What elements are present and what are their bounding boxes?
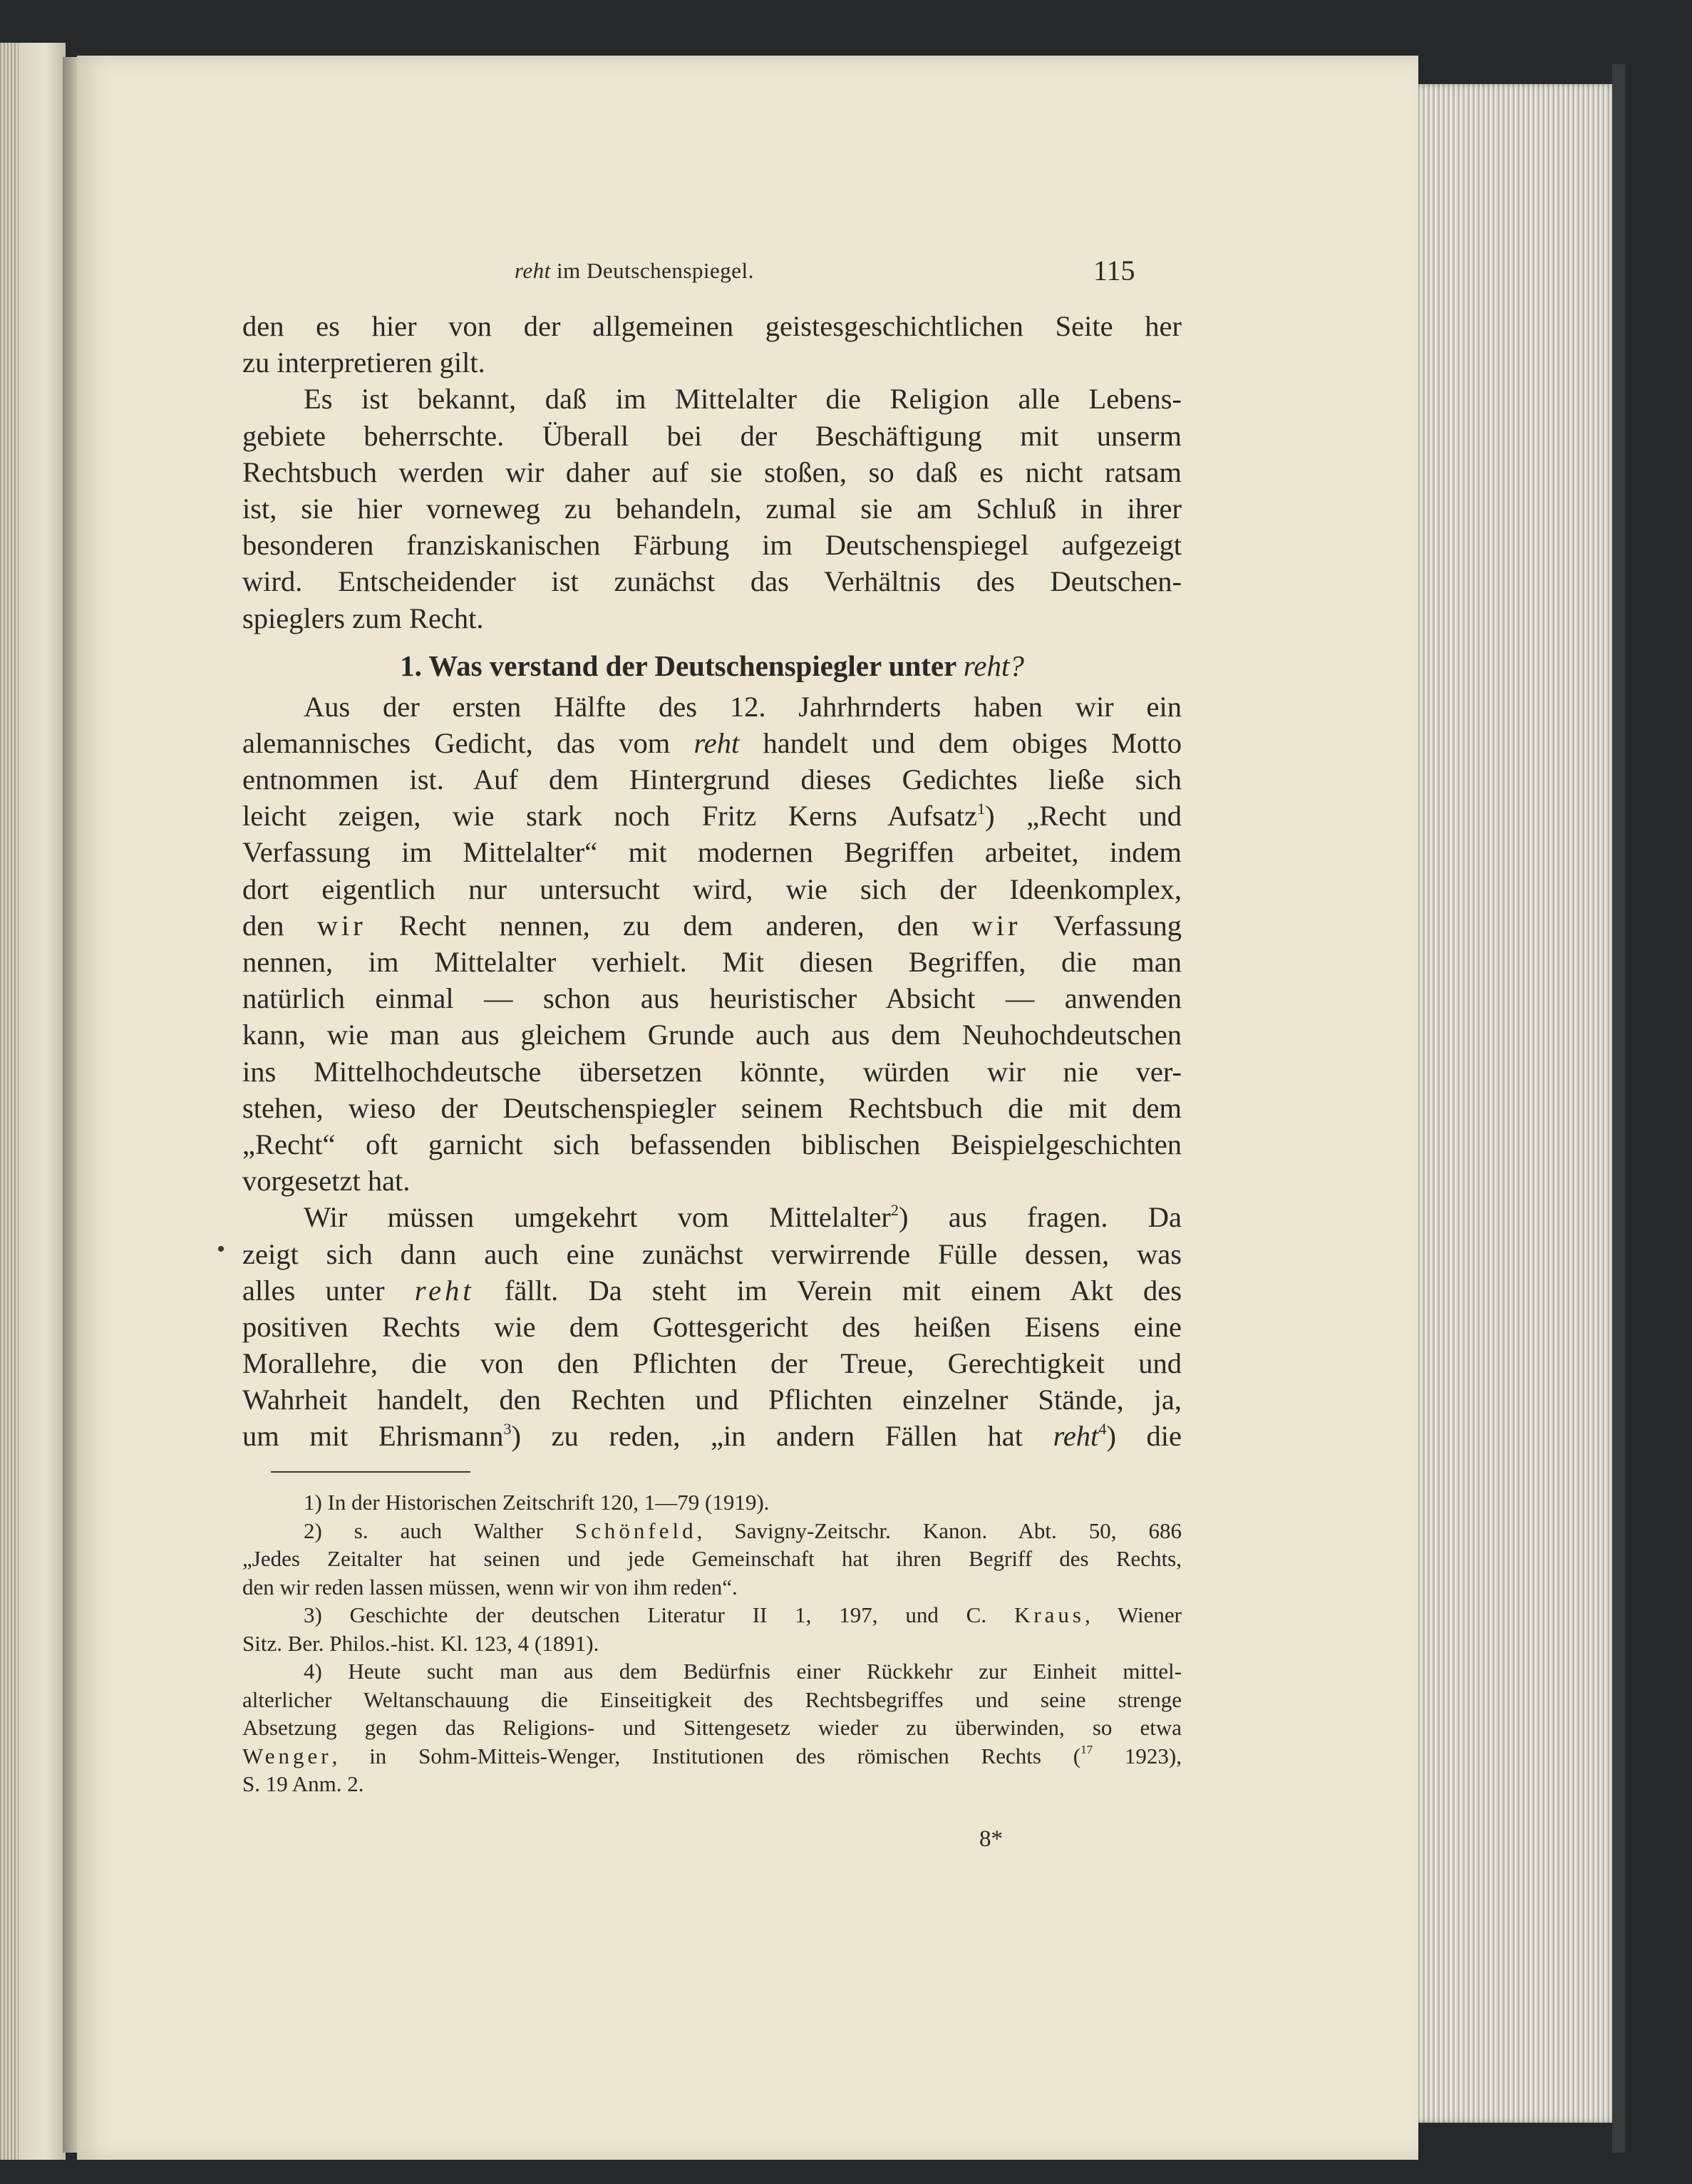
spaced-run: wir xyxy=(316,909,366,942)
page-fore-edge xyxy=(1418,84,1618,2123)
footnote-line: „Jedes Zeitalter hat seinen und jede Gemeinschaft hat ihren Begriff des Rechts, xyxy=(242,1546,1182,1571)
text-line: natürlich einmal — schon aus heuristischer Absicht — anwenden xyxy=(242,982,1182,1015)
text-run: Verfassung xyxy=(1021,909,1182,942)
text-run: alles unter xyxy=(242,1274,415,1307)
footnote-ref: 1 xyxy=(976,799,986,818)
text-run: den xyxy=(242,909,317,942)
text-line xyxy=(242,1199,1182,1235)
footnote-line: Absetzung gegen das Religions- und Sittengesetz wieder zu überwinden, so etwa xyxy=(242,1715,1182,1740)
text-line: besonderen franziskanischen Färbung im Deutschenspiegel aufgezeigt xyxy=(242,529,1182,562)
spaced-run: Kraus xyxy=(1013,1602,1085,1627)
text-line xyxy=(242,798,1182,834)
text-run: 3) Geschichte der deutschen Literatur II 1, 197, und C. xyxy=(304,1602,1014,1627)
text-line xyxy=(242,725,1182,761)
text-line: spieglers zum Recht. xyxy=(242,602,484,634)
body-text xyxy=(242,308,1182,1455)
section-heading xyxy=(242,644,1182,689)
section-heading-italic: reht? xyxy=(963,649,1024,682)
running-header xyxy=(515,258,942,284)
book-cover-edge xyxy=(1612,64,1625,2153)
left-page-stack xyxy=(0,43,19,2160)
text-run: um mit Ehrismann xyxy=(242,1420,504,1453)
footnote-line xyxy=(242,1742,1182,1771)
footnote-line: 4) Heute sucht man aus dem Bedürfnis einer Rückkehr zur Einheit mittel- xyxy=(304,1659,1182,1684)
text-line: den es hier von der allgemeinen geistesgeschichtlichen Seite her xyxy=(242,310,1182,342)
footnote-ref: 4 xyxy=(1098,1419,1107,1438)
text-run: Wir müssen umgekehrt vom Mittelalter xyxy=(304,1201,891,1234)
text-line: dort eigentlich nur untersucht wird, wie sich der Ideenkomplex, xyxy=(242,872,1182,905)
text-line: positiven Rechts wie dem Gottesgericht des heißen Eisens eine xyxy=(242,1310,1182,1343)
text-line xyxy=(242,1418,1182,1454)
text-line: Rechtsbuch werden wir daher auf sie stoßen, so daß es nicht ratsam xyxy=(242,455,1182,488)
text-line: gebiete beherrschte. Überall bei der Beschäftigung mit unserm xyxy=(242,419,1182,452)
text-line: ins Mittelhochdeutsche übersetzen könnte, würden wir nie ver- xyxy=(242,1055,1182,1088)
text-run: 2) s. auch Walther xyxy=(304,1518,575,1543)
edition-superscript: 17 xyxy=(1080,1743,1093,1757)
section-heading-text: 1. Was verstand der Deutschenspiegler unter xyxy=(400,649,964,682)
text-line: stehen, wieso der Deutschenspiegler seinem Rechtsbuch die mit dem xyxy=(242,1091,1182,1124)
footnote-line: S. 19 Anm. 2. xyxy=(242,1771,364,1796)
text-run: handelt und dem obiges Motto xyxy=(739,726,1182,759)
footnote-line xyxy=(242,1601,1182,1629)
text-run: ) „Recht und xyxy=(985,800,1182,833)
text-run: ) zu reden, „in andern Fällen hat xyxy=(511,1420,1053,1453)
text-run: alemannisches Gedicht, das vom xyxy=(242,726,694,759)
text-line: Wahrheit handelt, den Rechten und Pflichten einzelner Stände, ja, xyxy=(242,1384,1182,1416)
text-line: Morallehre, die von den Pflichten der Treue, Gerechtigkeit und xyxy=(242,1347,1182,1380)
text-line: wird. Entscheidender ist zunächst das Verhältnis des Deutschen- xyxy=(242,565,1182,598)
text-line: Aus der ersten Hälfte des 12. Jahrhrnderts haben wir ein xyxy=(304,690,1182,723)
footnote-line: den wir reden lassen müssen, wenn wir von ihm reden“. xyxy=(242,1574,738,1600)
margin-dot xyxy=(218,1246,224,1252)
spaced-run: wir xyxy=(971,909,1021,942)
text-line: ist, sie hier vorneweg zu behandeln, zumal sie am Schluß in ihrer xyxy=(242,492,1182,525)
section-gap xyxy=(242,637,1182,644)
page-number: 115 xyxy=(1093,254,1135,287)
footnote-line xyxy=(242,1517,1182,1545)
text-line: zu interpretieren gilt. xyxy=(242,346,485,379)
printer-signature: 8* xyxy=(979,1826,1003,1852)
italic-run: reht xyxy=(1053,1420,1099,1453)
text-line xyxy=(242,907,1182,944)
footnote-ref: 2 xyxy=(890,1200,899,1219)
text-run: Recht nennen, zu dem anderen, den xyxy=(366,909,972,942)
running-header-italic: reht xyxy=(515,258,551,283)
text-line: Es ist bekannt, daß im Mittelalter die Religion alle Lebens- xyxy=(304,383,1182,416)
footnotes xyxy=(242,1488,1182,1798)
footnote-line: Sitz. Ber. Philos.-hist. Kl. 123, 4 (1891). xyxy=(242,1630,599,1656)
text-run: , Savigny-Zeitschr. Kanon. Abt. 50, 686 xyxy=(696,1518,1182,1543)
text-line: kann, wie man aus gleichem Grunde auch aus dem Neuhochdeutschen xyxy=(242,1019,1182,1051)
text-line: Verfassung im Mittelalter“ mit modernen Begriffen arbeitet, indem xyxy=(242,836,1182,869)
text-run: 1923), xyxy=(1093,1743,1182,1768)
text-line: vorgesetzt hat. xyxy=(242,1165,411,1197)
footnote-rule xyxy=(271,1471,470,1473)
text-run: , in Sohm-Mitteis-Wenger, Institutionen des römischen Rechts ( xyxy=(331,1743,1081,1768)
text-line: „Recht“ oft garnicht sich befassenden biblischen Beispielgeschichten xyxy=(242,1128,1182,1160)
text-run: , Wiener xyxy=(1085,1602,1182,1627)
text-run: leicht zeigen, wie stark noch Fritz Kerns Aufsatz xyxy=(242,800,977,833)
text-line xyxy=(242,1272,1182,1309)
footnote-line: 1) In der Historischen Zeitschrift 120, 1—79 (1919). xyxy=(304,1490,770,1515)
footnote-ref: 3 xyxy=(503,1419,512,1438)
text-run: fällt. Da steht im Verein mit einem Akt des xyxy=(474,1274,1182,1307)
text-line: zeigt sich dann auch eine zunächst verwirrende Fülle dessen, was xyxy=(242,1237,1182,1270)
text-line: nennen, im Mittelalter verhielt. Mit diesen Begriffen, die man xyxy=(242,946,1182,978)
text-run: ) aus fragen. Da xyxy=(899,1201,1182,1234)
running-header-text: im Deutschenspiegel. xyxy=(550,258,754,283)
text-run: ) die xyxy=(1106,1420,1182,1453)
spaced-run: Schönfeld xyxy=(574,1518,697,1543)
footnote-line: alterlicher Weltanschauung die Einseitigkeit des Rechtsbegriffes und seine strenge xyxy=(242,1686,1182,1712)
text-line: entnommen ist. Auf dem Hintergrund dieses Gedichtes ließe sich xyxy=(242,763,1182,796)
italic-run: reht xyxy=(693,726,740,759)
spaced-run: Wenger xyxy=(242,1743,332,1768)
italic-run: reht xyxy=(414,1274,475,1307)
